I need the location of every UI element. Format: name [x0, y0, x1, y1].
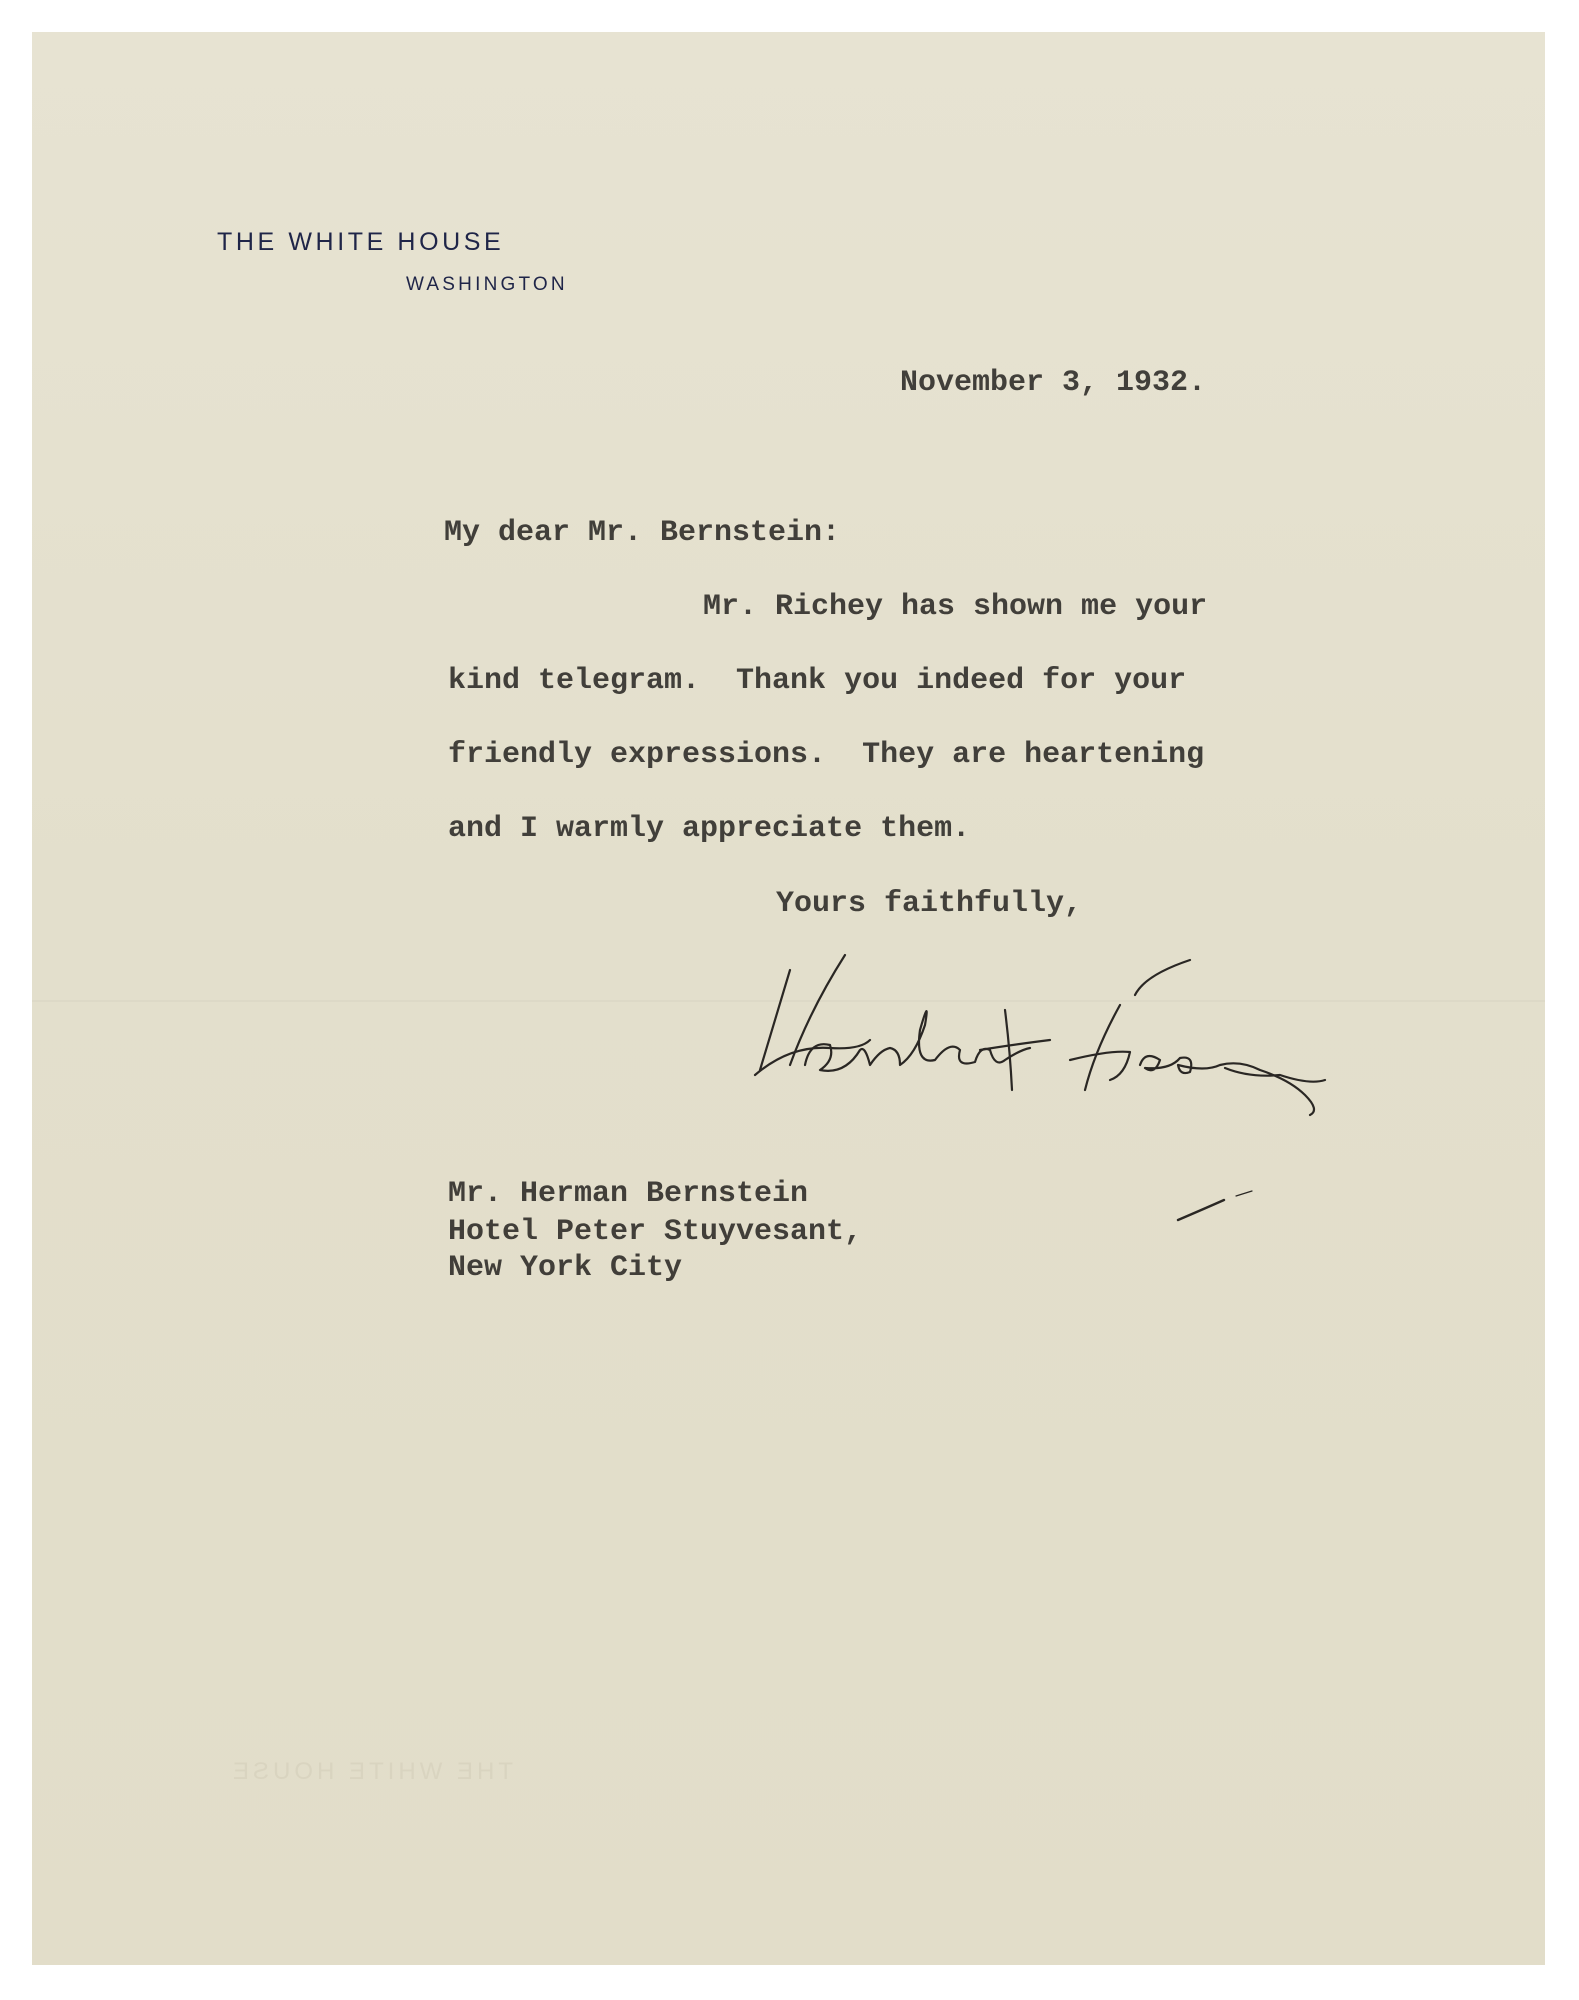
- pen-mark: [1176, 1190, 1256, 1222]
- closing: Yours faithfully,: [776, 887, 1083, 921]
- address-line: Mr. Herman Bernstein: [448, 1177, 809, 1211]
- salutation: My dear Mr. Bernstein:: [444, 516, 841, 550]
- letterhead-city: WASHINGTON: [406, 274, 568, 295]
- body-line: friendly expressions. They are heartening: [448, 738, 1205, 772]
- body-line: Mr. Richey has shown me your: [703, 590, 1208, 624]
- letter-date: November 3, 1932.: [900, 366, 1207, 400]
- letterhead-title: THE WHITE HOUSE: [217, 228, 505, 256]
- address-line: Hotel Peter Stuyvesant,: [448, 1215, 863, 1249]
- body-line: and I warmly appreciate them.: [448, 812, 971, 846]
- address-line: New York City: [448, 1251, 683, 1285]
- signature: [750, 950, 1370, 1130]
- body-line: kind telegram. Thank you indeed for your: [448, 664, 1187, 698]
- faint-watermark: THE WHITE HOUSE: [229, 1758, 514, 1785]
